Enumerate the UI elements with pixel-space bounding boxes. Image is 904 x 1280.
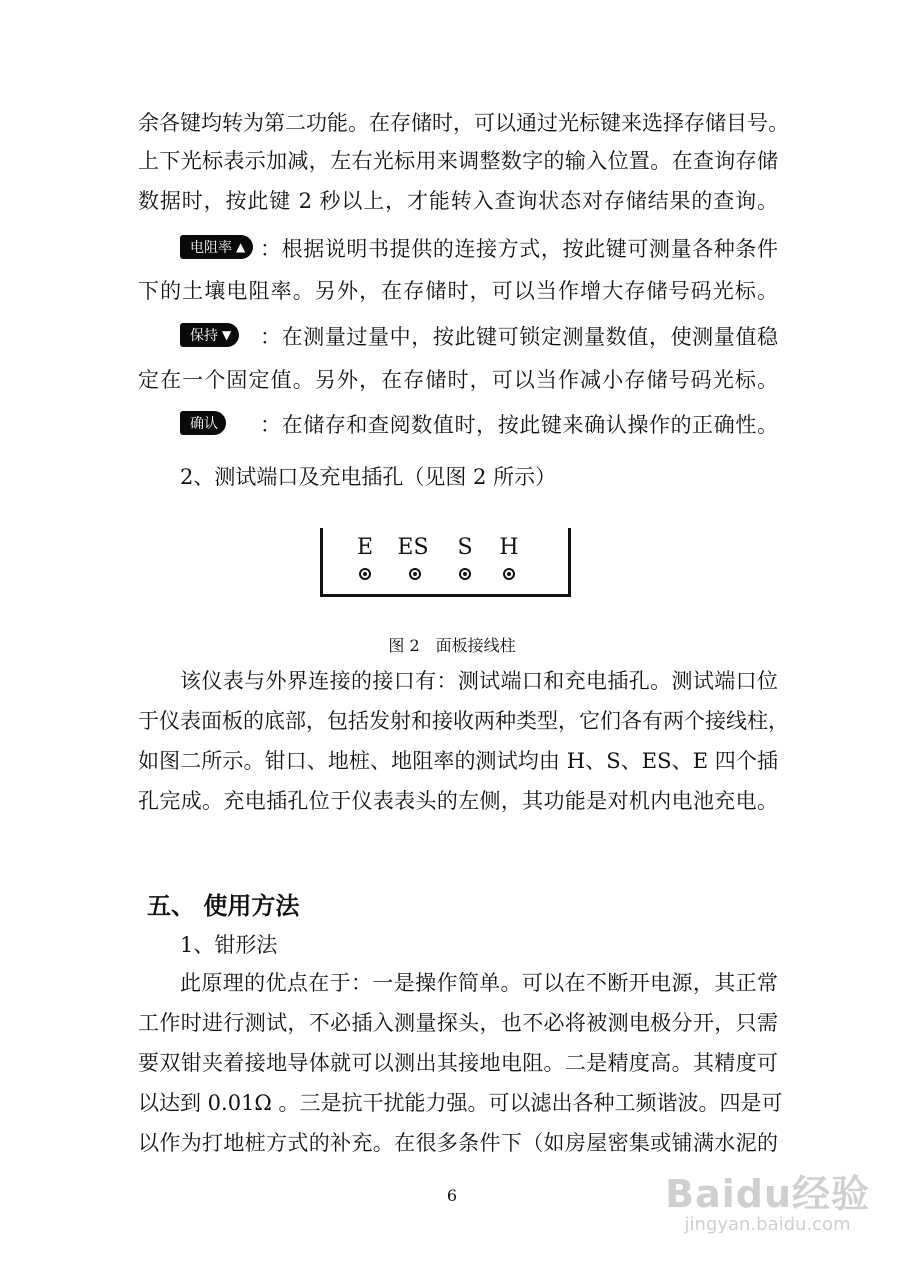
text-line: 要双钳夹着接地导体就可以测出其接地电阻。二是精度高。其精度可 (138, 1051, 778, 1075)
terminal-post-icon (503, 568, 515, 580)
text-line: 上下光标表示加减，左右光标用来调整数字的输入位置。在查询存储 (138, 149, 778, 173)
figure-caption: 图 2 面板接线柱 (388, 636, 516, 655)
resistivity-key-icon (180, 235, 253, 259)
watermark-url: jingyan.baidu.com (684, 1214, 851, 1235)
terminal-label: ES (397, 535, 429, 560)
text-line: 该仪表与外界连接的接口有：测试端口和充电插孔。测试端口位 (180, 669, 778, 693)
text-line: 数据时，按此键 2 秒以上，才能转入查询状态对存储结果的查询。 (138, 189, 778, 213)
terminal-label: H (499, 535, 519, 560)
subheading: 2、测试端口及充电插孔（见图 2 所示） (180, 465, 557, 489)
hold-key-icon (180, 323, 239, 347)
terminal-label: S (457, 535, 473, 560)
terminal-post-icon (459, 568, 471, 580)
terminal-post-icon (409, 568, 421, 580)
text-line: ：在测量过量中，按此键可锁定测量数值，使测量值稳 (260, 325, 778, 349)
down-arrow-icon: ▼ (222, 328, 232, 342)
watermark-logo: Baidu经验 (665, 1172, 870, 1216)
page-number: 6 (446, 1186, 458, 1205)
text-line: 下的土壤电阻率。另外，在存储时，可以当作增大存储号码光标。 (138, 279, 778, 303)
key-label: 保持 (190, 328, 218, 344)
text-line: 此原理的优点在于：一是操作简单。可以在不断开电源，其正常 (180, 971, 778, 995)
terminal-post-icon (359, 568, 371, 580)
up-arrow-icon: ▲ (236, 240, 246, 254)
subheading: 1、钳形法 (180, 933, 278, 957)
text-line: 定在一个固定值。另外，在存储时，可以当作减小存储号码光标。 (138, 368, 778, 392)
terminal-panel-diagram (320, 528, 571, 597)
key-label: 确认 (190, 416, 218, 432)
text-line: ：在储存和查阅数值时，按此键来确认操作的正确性。 (260, 413, 778, 437)
baidu-watermark (665, 1174, 870, 1236)
text-line: ：根据说明书提供的连接方式，按此键可测量各种条件 (260, 237, 778, 261)
text-line: 孔完成。充电插孔位于仪表表头的左侧，其功能是对机内电池充电。 (138, 789, 778, 813)
terminal-label: E (356, 535, 374, 560)
confirm-key-icon (180, 411, 226, 435)
key-label: 电阻率 (190, 240, 232, 256)
text-line: 以达到 0.01Ω 。三是抗干扰能力强。可以滤出各种工频谐波。四是可 (138, 1091, 783, 1115)
text-line: 于仪表面板的底部，包括发射和接收两种类型，它们各有两个接线柱， (138, 709, 789, 733)
text-line: 工作时进行测试，不必插入测量探头，也不必将被测电极分开，只需 (138, 1011, 778, 1035)
text-line: 如图二所示。钳口、地桩、地阻率的测试均由 H、S、ES、E 四个插 (138, 749, 778, 773)
text-line: 以作为打地桩方式的补充。在很多条件下（如房屋密集或铺满水泥的 (138, 1131, 778, 1155)
section-title: 五、 使用方法 (147, 892, 300, 920)
text-line: 余各键均转为第二功能。在存储时，可以通过光标键来选择存储目号。 (138, 111, 789, 135)
